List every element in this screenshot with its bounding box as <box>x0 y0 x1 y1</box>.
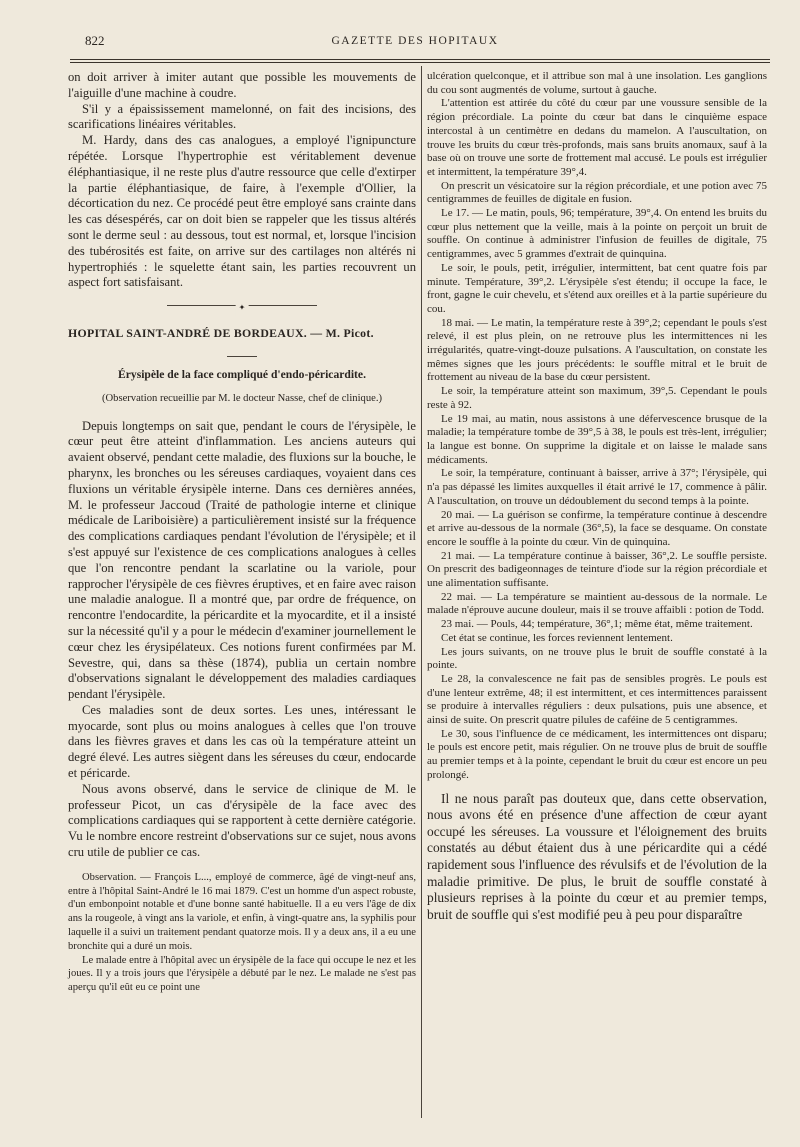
paragraph: 20 mai. — La guérison se confirme, la température continue à descendre et arrive au-dessous de la normale (36°,5), la face se desquame. On constate encore le souffle à la pointe du cœur. Vin de quinquina. <box>427 508 767 548</box>
paragraph: Ces maladies sont de deux sortes. Les unes, intéressant le myocarde, sont plus ou moins analogues à celles que l'on trouve dans les fièvres graves et dans les cas où la température atteint un degré élevé. Les autres siègent dans les séreuses du cœur, endocarde et péricarde. <box>68 702 416 781</box>
paragraph: on doit arriver à imiter autant que possible les mouvements de l'aiguille d'une machine à coudre. <box>68 70 416 100</box>
paragraph: M. Hardy, dans des cas analogues, a employé l'ignipuncture répétée. Lorsque l'hypertrophie est véritablement devenue éléphantiasique, il ne reste plus d'autre ressource que celle d'extirper la partie éléphantiasique, de faire, à l'exemple d'Ollier, la décortication du nez. Ce procédé peut être employé sans crainte dans les cas désespérés, car on doit bien se rappeler que les tissus altérés sont le derme seul : au dessous, tout est normal, et, lorsque l'incision des tubérosités est faite, on arrive sur des cartilages non altérés ni hypertrophiés : le squelette étant sain, les parties recouvrent un aspect fort satisfaisant. <box>68 133 416 290</box>
paragraph: Cet état se continue, les forces reviennent lentement. <box>441 631 673 644</box>
left-column <box>68 70 416 995</box>
paragraph: Le 19 mai, au matin, nous assistons à une défervescence brusque de la maladie; la température tombe de 39°,5 à 38, le pouls est très-lent, irrégulier; la langue est bonne. On supprime la digitale et on laisse le malade sans médicaments. <box>427 412 767 466</box>
paragraph: Le soir, la température, continuant à baisser, arrive à 37°; l'érysipèle, qui n'a pas dépassé les limites auxquelles il était arrivé le 17, commence à pâlir. A l'auscultation, on trouve un dédoublement du second temps à la pointe. <box>427 467 767 507</box>
paragraph: Il ne nous paraît pas douteux que, dans cette observation, nous avons été en présence d'une affection de cœur ayant occupé les séreuses. La voussure et l'éloignement des bruits constatés au début étaient dus à une péricardite qui a cédé rapidement sous l'influence des révulsifs et de l'évolution de la maladie primitive. De plus, le bruit de souffle constaté à plusieurs reprises à la pointe du cœur et au premier temps, bruit de souffle qui s'est modifié peu à peu pour disparaître <box>427 790 767 922</box>
paragraph: Nous avons observé, dans le service de clinique de M. le professeur Picot, un cas d'érysipèle de la face avec des complications cardiaques qui se rapportent à cette dernière catégorie. Vu le nombre encore restreint d'observations sur ce sujet, nous avons cru utile de publier ce cas. <box>68 781 416 860</box>
paragraph: Depuis longtemps on sait que, pendant le cours de l'érysipèle, le cœur peut être atteint d'inflammation. Les anciens auteurs qui avaient observé, pendant cette maladie, des fluxions sur la bouche, le pharynx, les bronches ou les séreuses cardiaques, voyaient dans ces fluxions un véritable érysipèle interne. Dans ces dernières années, M. le professeur Jaccoud (Traité de pathologie interne et clinique médicale de Lariboisière) a particulièrement insisté sur la fréquence des complications cardiaques pendant l'évolution de l'érysipèle; et il s'est appuyé sur l'existence de ces complications analogues à celles que l'on rencontre pendant la scarlatine ou la variole, pour rapprocher l'érysipèle de ces fièvres éruptives, et en faire avec raison une maladie analogue. Il a montré que, par ordre de fréquence, on rencontre l'endocardite, la péricardite et la myocardite, et il a insisté sur la nécessité qu'il y a pour le médecin d'examiner journellement le cœur chez les érysipélateux. Ces notions furent confirmées par M. Sevestre, qui, dans sa thèse (1874), publia un certain nombre d'observations signalant le développement des maladies cardiaques pendant l'érysipèle. <box>68 418 416 702</box>
paragraph: Le 30, sous l'influence de ce médicament, les intermittences ont disparu; le pouls est encore petit, mais régulier. On ne trouve plus de bruit de souffle au premier temps et à la pointe, cependant le bruit du cœur est encore un peu prolongé. <box>427 727 767 781</box>
paragraph: On prescrit un vésicatoire sur la région précordiale, et une potion avec 75 centigrammes de feuilles de digitale en fusion. <box>427 179 767 206</box>
right-column <box>427 70 767 923</box>
paragraph: 23 mai. — Pouls, 44; température, 36°,1; même état, même traitement. <box>441 618 753 631</box>
paragraph: 21 mai. — La température continue à baisser, 36°,2. Le souffle persiste. On prescrit des badigeonnages de teinture d'iode sur la région précordiale et une alimentation suffisante. <box>427 549 767 590</box>
page-number: 822 <box>85 33 105 48</box>
paragraph: ulcération quelconque, et il attribue son mal à une insolation. Les ganglions du cou sont augmentés de volume, surtout à gauche. <box>427 70 767 96</box>
divider <box>227 356 257 357</box>
column-divider <box>421 66 422 1118</box>
article-title: Érysipèle de la face compliqué d'endo-péricardite. <box>118 367 366 381</box>
running-head: GAZETTE DES HOPITAUX <box>331 35 499 47</box>
section-separator: ✦ <box>167 305 317 306</box>
observation-paragraph: Le malade entre à l'hôpital avec un érysipèle de la face qui occupe le nez et les joues. Il y a trois jours que l'érysipèle a débuté par le nez. Le malade ne s'est pas aperçu qu'il eût eu ce point une <box>68 954 416 994</box>
paragraph: Le 28, la convalescence ne fait pas de sensibles progrès. Le pouls est d'une lenteur extrême, 48; il est intermittent, et ces intermittences paraissent se produire à intervalles réguliers : deux pulsations, puis une absence, et ainsi de suite. On prescrit quatre pilules de caféine de 5 centigrammes. <box>427 672 767 727</box>
paragraph: Le 17. — Le matin, pouls, 96; température, 39°,4. On entend les bruits du cœur plus nettement que la veille, mais à la pointe on perçoit un bruit de souffle. On continue à administrer l'infusion de feuilles de digitale, 75 centigrammes, avec 5 grammes d'extrait de quinquina. <box>427 207 767 261</box>
paragraph: Le soir, la température atteint son maximum, 39°,5. Cependant le pouls reste à 92. <box>427 385 767 411</box>
paragraph: S'il y a épaississement mamelonné, on fait des incisions, des scarifications linéaires véritables. <box>68 101 416 132</box>
paragraph: 18 mai. — Le matin, la température reste à 39°,2; cependant le pouls s'est relevé, il est plus plein, on ne retrouve plus les intermittences ni les irrégularités, quatre-vingt-douze pulsations. A l'auscultation, on constate les mêmes signes que les jours précédents: le souffle mitral et le bruit de frottement au niveau de la base du cœur persistent. <box>427 316 767 384</box>
paragraph: Le soir, le pouls, petit, irrégulier, intermittent, bat cent quatre fois par minute. Température, 39°,2. L'érysipèle s'est étendu; il occupe la face, le front, gagne le cuir chevelu, et s'étend aux oreilles et à la partie supérieure du cou. <box>427 261 767 315</box>
page-header <box>60 30 770 52</box>
paragraph: 22 mai. — La température se maintient au-dessous de la normale. Le malade n'éprouve aucune douleur, mais il se trouve affaibli : potion de Todd. <box>427 590 767 617</box>
paragraph: Les jours suivants, on ne trouve plus le bruit de souffle constaté à la pointe. <box>427 645 767 672</box>
header-rule <box>70 59 770 63</box>
observation-paragraph: Observation. — François L..., employé de commerce, âgé de vingt-neuf ans, entre à l'hôpital Saint-André le 16 mai 1879. C'est un homme d'un aspect robuste, d'un embonpoint notable et d'une bonne santé habituelle. Il a eu vers l'âge de dix ans la rougeole, à vingt ans la variole, et enfin, à vingt-quatre ans, la syphilis pour laquelle il a suivi un traitement pendant quatorze mois. Il y a deux ans, il a eu une bronchite qui a duré un mois. <box>68 871 416 952</box>
article-subtitle: (Observation recueillie par M. le docteur Nasse, chef de clinique.) <box>101 392 383 404</box>
paragraph: L'attention est attirée du côté du cœur par une voussure sensible de la région précordiale. La pointe du cœur bat dans le cinquième espace intercostal à un centimètre en dedans du mamelon. A l'auscultation, on trouve les bruits du cœur très-profonds, mais sans bruits anomaux, sauf à la base où on trouve une sorte de frottement mal accusé. Le pouls est irrégulier et intermittent, la température 39°,4. <box>427 97 767 178</box>
section-title: HOPITAL SAINT-ANDRÉ DE BORDEAUX. — M. Picot. <box>68 326 374 341</box>
